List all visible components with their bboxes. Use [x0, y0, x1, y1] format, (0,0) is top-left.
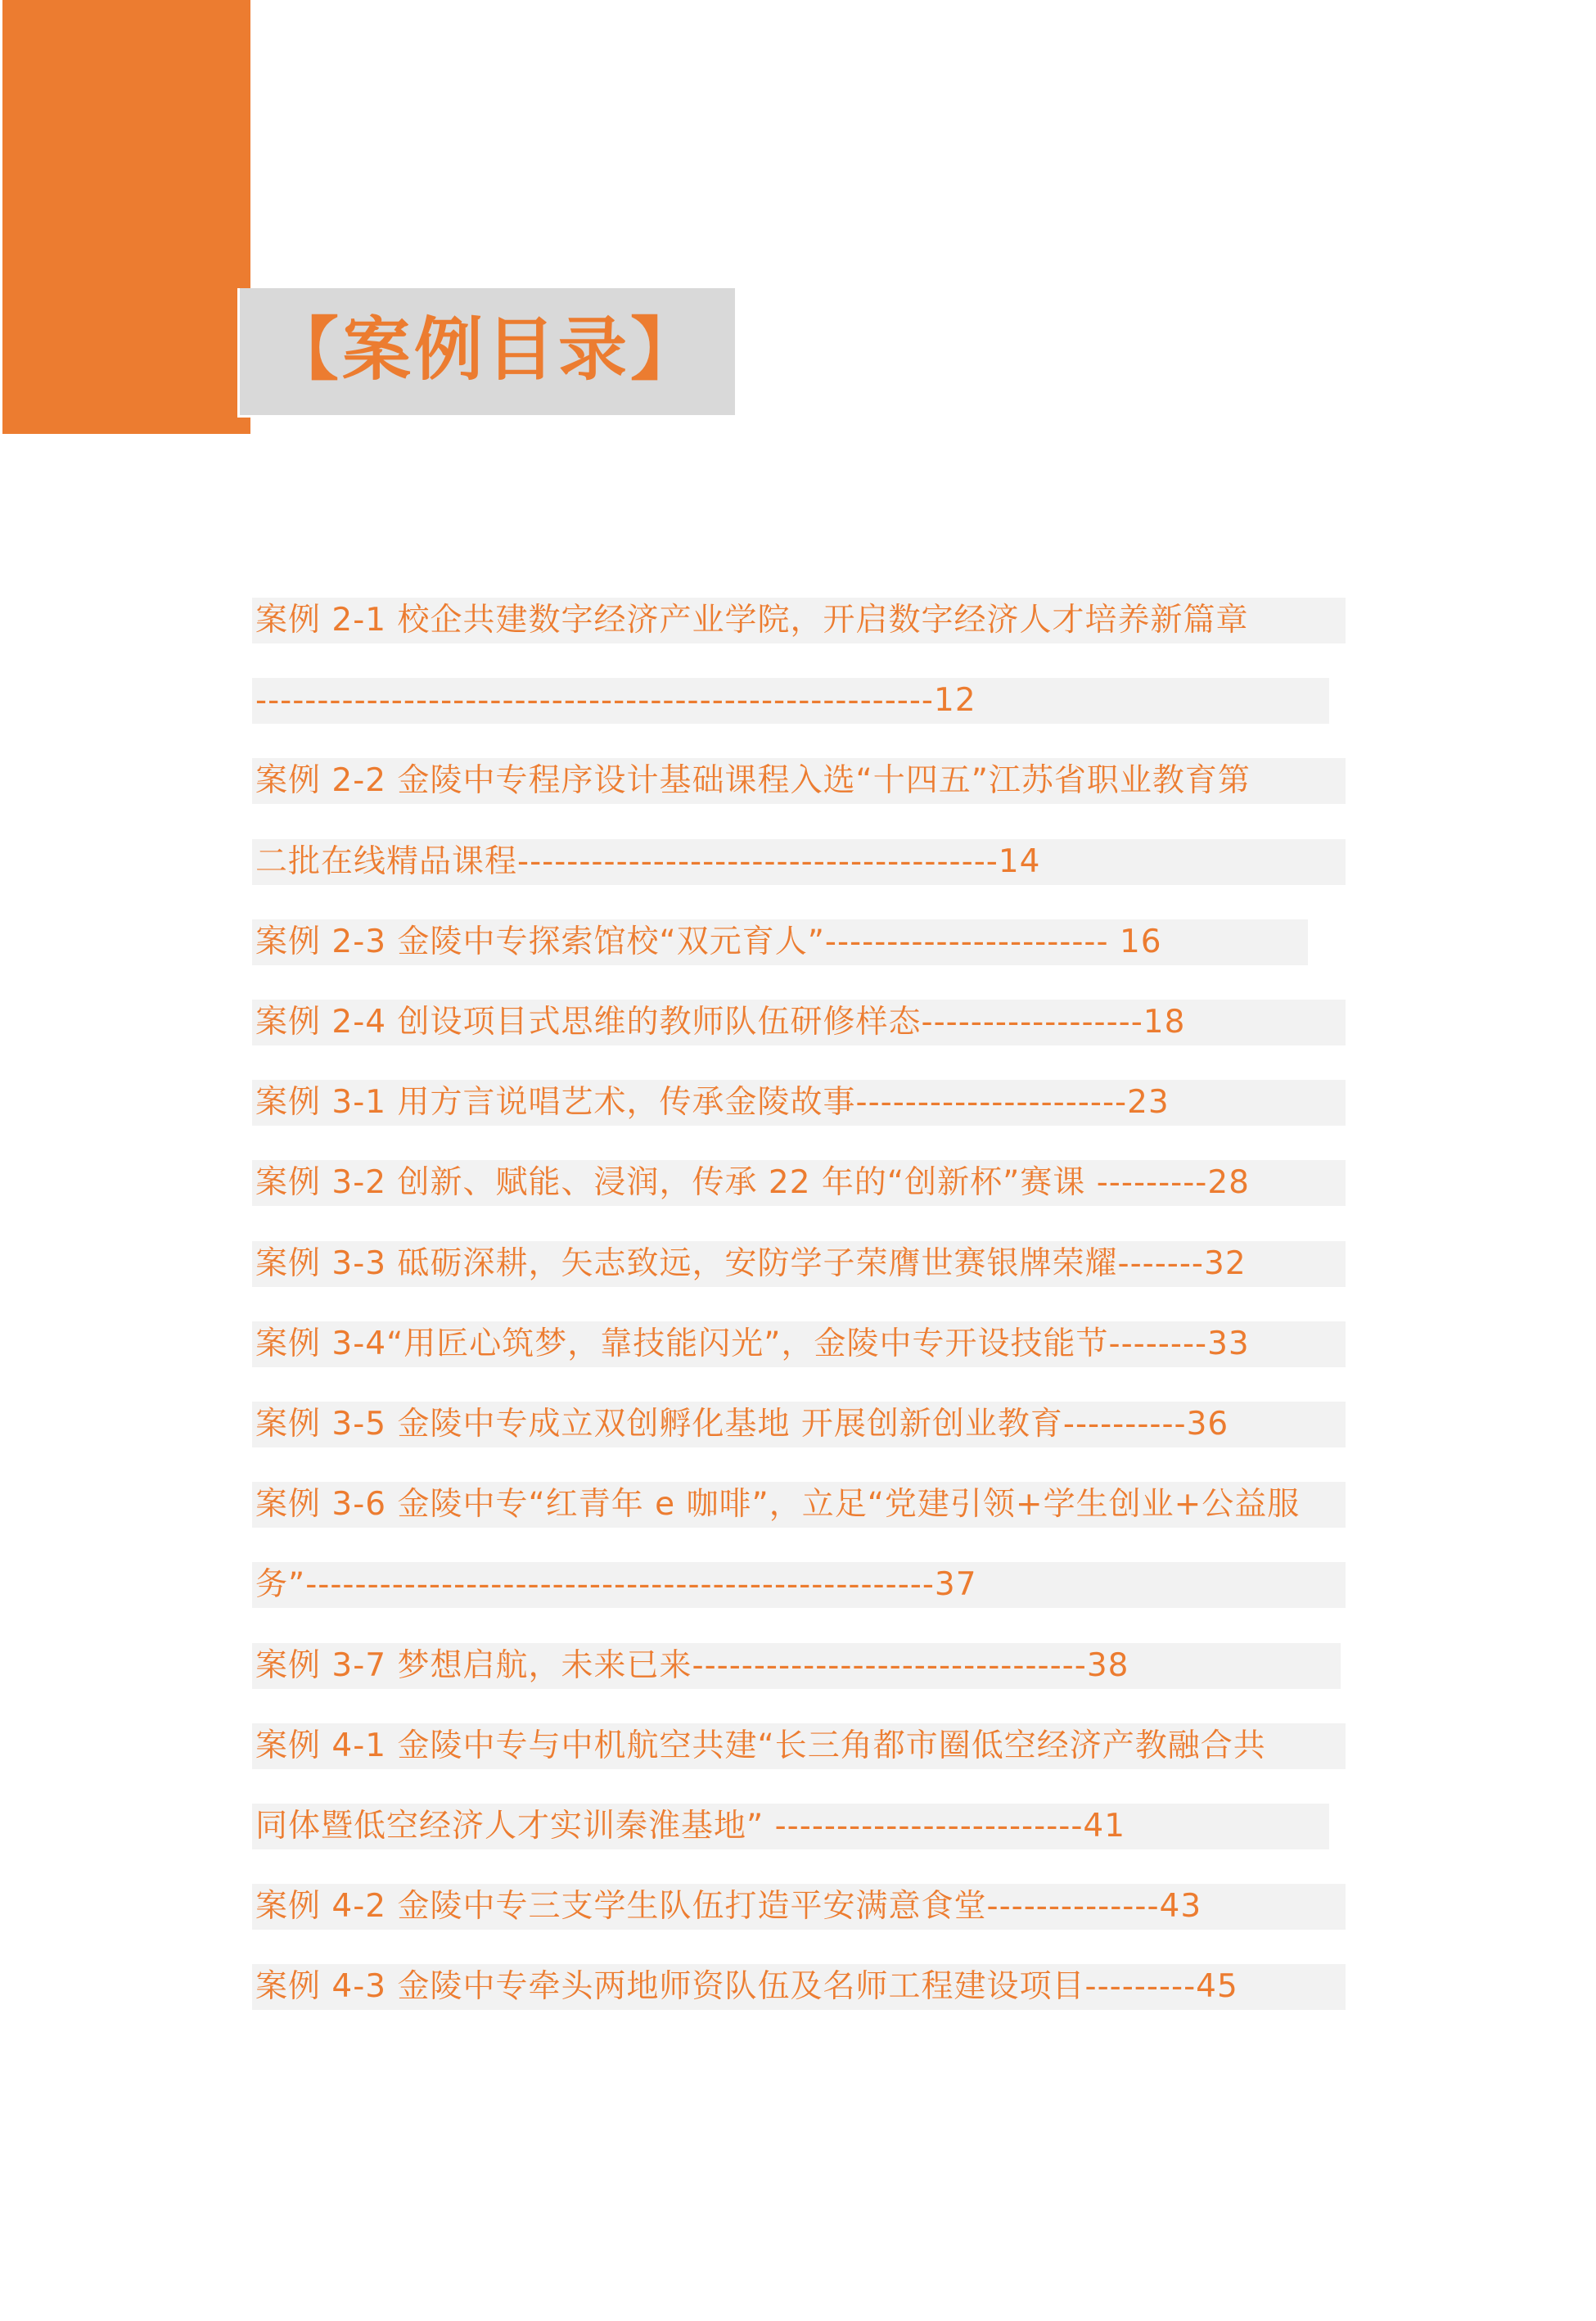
toc-entry-continuation[interactable]: 同体暨低空经济人才实训秦淮基地” -------------------------41	[255, 1808, 1126, 1845]
toc-entry-continuation[interactable]: -------------------------------------------------------12	[255, 682, 976, 719]
toc-entry[interactable]: 案例 4-2 金陵中专三支学生队伍打造平安满意食堂--------------43	[255, 1888, 1202, 1925]
toc-entry[interactable]: 案例 2-2 金陵中专程序设计基础课程入选“十四五”江苏省职业教育第	[255, 762, 1251, 799]
toc-entry[interactable]: 案例 3-2 创新、赋能、浸润，传承 22 年的“创新杯”赛课 ---------28	[255, 1164, 1250, 1201]
toc-entry[interactable]: 案例 3-1 用方言说唱艺术，传承金陵故事----------------------23	[255, 1084, 1170, 1121]
toc-entry[interactable]: 案例 2-4 创设项目式思维的教师队伍研修样态------------------18	[255, 1004, 1186, 1041]
toc-entry[interactable]: 案例 3-5 金陵中专成立双创孵化基地 开展创新创业教育----------36	[255, 1406, 1229, 1443]
toc-entry[interactable]: 案例 2-1 校企共建数字经济产业学院，开启数字经济人才培养新篇章	[255, 602, 1249, 639]
toc-entry[interactable]: 案例 2-3 金陵中专探索馆校“双元育人”----------------------- 16	[255, 923, 1162, 960]
toc-entry-continuation[interactable]: 二批在线精品课程---------------------------------------14	[255, 843, 1041, 880]
toc-entry[interactable]: 案例 3-7 梦想启航，未来已来--------------------------------38	[255, 1647, 1129, 1684]
toc-entry[interactable]: 案例 3-4“用匠心筑梦，靠技能闪光”，金陵中专开设技能节--------33	[255, 1325, 1250, 1362]
toc-entry-continuation[interactable]: 务”---------------------------------------------------37	[255, 1566, 977, 1603]
toc-entry[interactable]: 案例 4-1 金陵中专与中机航空共建“长三角都市圈低空经济产教融合共	[255, 1727, 1266, 1764]
toc-entry[interactable]: 案例 3-3 砥砺深耕，矢志致远，安防学子荣膺世赛银牌荣耀-------32	[255, 1245, 1247, 1282]
toc-entry[interactable]: 案例 3-6 金陵中专“红青年 e 咖啡”，立足“党建引领+学生创业+公益服	[255, 1486, 1301, 1523]
toc-entry[interactable]: 案例 4-3 金陵中专牵头两地师资队伍及名师工程建设项目---------45	[255, 1968, 1238, 2005]
orange-header-block	[2, 0, 250, 434]
page-title: 【案例目录】	[270, 309, 703, 390]
